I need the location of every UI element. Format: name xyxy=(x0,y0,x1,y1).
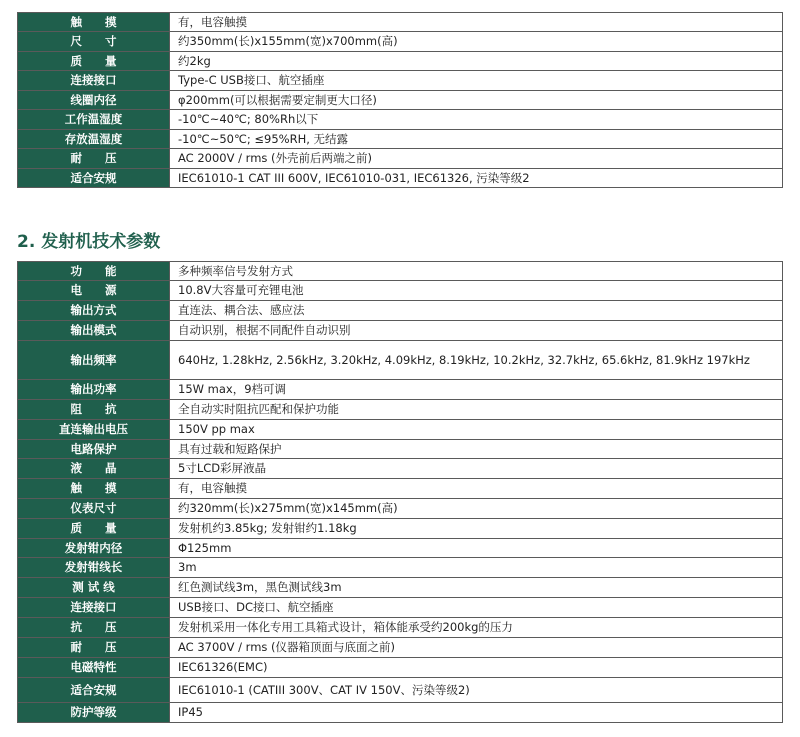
table-row xyxy=(18,169,783,188)
row-value: 发射机采用一体化专用工具箱式设计，箱体能承受约200kg的压力 xyxy=(170,618,783,638)
table-row xyxy=(18,558,783,578)
row-key: 输出功率 xyxy=(18,380,170,400)
row-value: Φ125mm xyxy=(170,539,783,558)
row-value: IP45 xyxy=(170,703,783,723)
table-row xyxy=(18,52,783,71)
row-key: 直连输出电压 xyxy=(18,420,170,440)
row-value: 红色测试线3m，黑色测试线3m xyxy=(170,578,783,598)
row-value: 5寸LCD彩屏液晶 xyxy=(170,459,783,479)
row-key: 发射钳线长 xyxy=(18,558,170,578)
row-key: 耐 压 xyxy=(18,149,170,169)
row-key: 适合安规 xyxy=(18,678,170,703)
table-row xyxy=(18,440,783,459)
row-key: 质 量 xyxy=(18,519,170,539)
row-value: 约2kg xyxy=(170,52,783,71)
table-row xyxy=(18,499,783,519)
row-value: φ200mm(可以根据需要定制更大口径) xyxy=(170,91,783,110)
table-row xyxy=(18,578,783,598)
row-key: 输出模式 xyxy=(18,321,170,341)
row-value: USB接口、DC接口、航空插座 xyxy=(170,598,783,618)
row-key: 线圈内径 xyxy=(18,91,170,110)
row-key: 输出频率 xyxy=(18,341,170,380)
table-row xyxy=(18,638,783,658)
table-row xyxy=(18,420,783,440)
row-value: 150V pp max xyxy=(170,420,783,440)
table-row xyxy=(18,519,783,539)
table-row xyxy=(18,539,783,558)
table-row xyxy=(18,262,783,281)
table-row xyxy=(18,13,783,32)
row-key: 发射钳内径 xyxy=(18,539,170,558)
table-row xyxy=(18,618,783,638)
row-key: 电磁特性 xyxy=(18,658,170,678)
spec-table-2 xyxy=(17,261,783,723)
row-key: 适合安规 xyxy=(18,169,170,188)
row-value: 自动识别，根据不同配件自动识别 xyxy=(170,321,783,341)
section-title: 2. 发射机技术参数 xyxy=(17,232,161,252)
table-row xyxy=(18,598,783,618)
table-row xyxy=(18,71,783,91)
table-row xyxy=(18,321,783,341)
table-row xyxy=(18,341,783,380)
table-row xyxy=(18,678,783,703)
row-value: IEC61326(EMC) xyxy=(170,658,783,678)
row-key: 触 摸 xyxy=(18,13,170,32)
row-value: 有，电容触摸 xyxy=(170,479,783,499)
table-row xyxy=(18,400,783,420)
row-key: 连接接口 xyxy=(18,598,170,618)
row-key: 存放温湿度 xyxy=(18,130,170,149)
row-key: 连接接口 xyxy=(18,71,170,91)
row-key: 测 试 线 xyxy=(18,578,170,598)
table-row xyxy=(18,281,783,301)
row-value: AC 3700V / rms (仪器箱顶面与底面之前) xyxy=(170,638,783,658)
row-key: 抗 压 xyxy=(18,618,170,638)
row-key: 功 能 xyxy=(18,262,170,281)
row-key: 电 源 xyxy=(18,281,170,301)
row-key: 阻 抗 xyxy=(18,400,170,420)
row-value: Type-C USB接口、航空插座 xyxy=(170,71,783,91)
row-key: 耐 压 xyxy=(18,638,170,658)
table-row xyxy=(18,459,783,479)
row-key: 工作温湿度 xyxy=(18,110,170,130)
row-value: 具有过载和短路保护 xyxy=(170,440,783,459)
row-key: 防护等级 xyxy=(18,703,170,723)
table-row xyxy=(18,91,783,110)
table-row xyxy=(18,301,783,321)
row-value: IEC61010-1 (CATIII 300V、CAT IV 150V、污染等级2) xyxy=(170,678,783,703)
table-row xyxy=(18,479,783,499)
row-key: 输出方式 xyxy=(18,301,170,321)
row-value: 直连法、耦合法、感应法 xyxy=(170,301,783,321)
row-value: 发射机约3.85kg; 发射钳约1.18kg xyxy=(170,519,783,539)
row-value: 多种频率信号发射方式 xyxy=(170,262,783,281)
table-row xyxy=(18,149,783,169)
row-key: 质 量 xyxy=(18,52,170,71)
row-value: -10℃~40℃; 80%Rh以下 xyxy=(170,110,783,130)
row-value: 15W max，9档可调 xyxy=(170,380,783,400)
row-key: 电路保护 xyxy=(18,440,170,459)
row-value: 10.8V大容量可充锂电池 xyxy=(170,281,783,301)
table-row xyxy=(18,658,783,678)
row-value: 约350mm(长)x155mm(宽)x700mm(高) xyxy=(170,32,783,52)
row-key: 尺 寸 xyxy=(18,32,170,52)
table-row xyxy=(18,110,783,130)
row-value: IEC61010-1 CAT III 600V, IEC61010-031, IEC61326, 污染等级2 xyxy=(170,169,783,188)
table-row xyxy=(18,32,783,52)
table-row xyxy=(18,380,783,400)
table-row xyxy=(18,703,783,723)
row-key: 液 晶 xyxy=(18,459,170,479)
row-value: 640Hz, 1.28kHz, 2.56kHz, 3.20kHz, 4.09kHz, 8.19kHz, 10.2kHz, 32.7kHz, 65.6kHz, 81.9kHz 197kHz xyxy=(170,341,783,380)
row-value: -10℃~50℃; ≤95%RH, 无结露 xyxy=(170,130,783,149)
row-key: 触 摸 xyxy=(18,479,170,499)
row-key: 仪表尺寸 xyxy=(18,499,170,519)
row-value: 3m xyxy=(170,558,783,578)
row-value: AC 2000V / rms (外壳前后两端之前) xyxy=(170,149,783,169)
spec-table-1 xyxy=(17,12,783,188)
table-row xyxy=(18,130,783,149)
row-value: 全自动实时阻抗匹配和保护功能 xyxy=(170,400,783,420)
row-value: 有，电容触摸 xyxy=(170,13,783,32)
row-value: 约320mm(长)x275mm(宽)x145mm(高) xyxy=(170,499,783,519)
